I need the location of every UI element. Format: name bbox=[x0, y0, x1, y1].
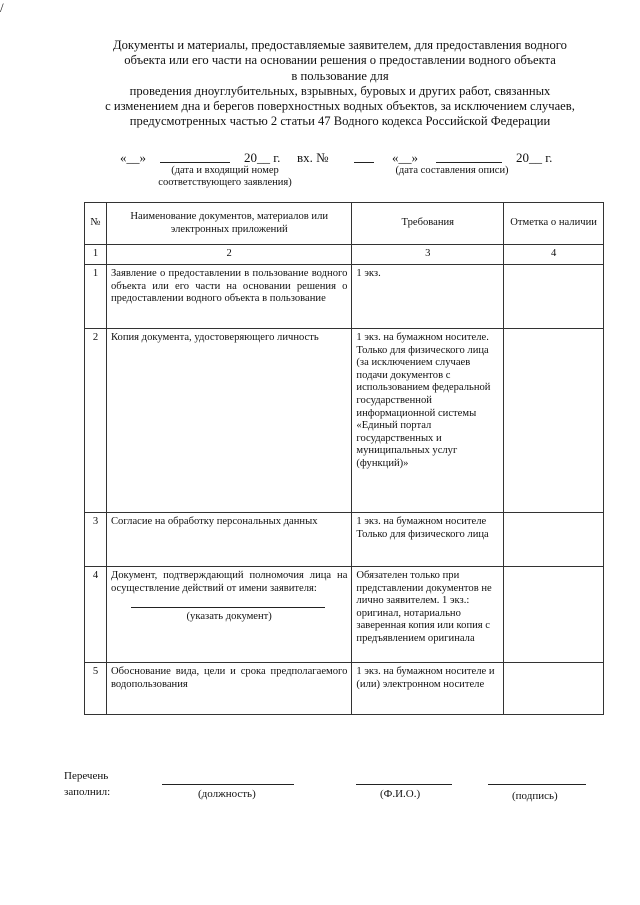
colnum: 3 bbox=[352, 245, 504, 265]
filled-by-label-2: заполнил: bbox=[64, 786, 111, 798]
corner-mark: / bbox=[0, 0, 4, 15]
table-row bbox=[85, 265, 604, 329]
title-line: объекта или его части на основании решения о предоставлении водного объекта bbox=[124, 53, 556, 68]
row-req: 1 экз. на бумажном носителе Только для физического лица bbox=[352, 513, 504, 567]
position-caption: (должность) bbox=[198, 788, 256, 800]
row-num: 2 bbox=[85, 329, 107, 513]
year-1: 20__ г. bbox=[244, 150, 281, 165]
row-num: 1 bbox=[85, 265, 107, 329]
row-name: Согласие на обработку персональных данных bbox=[106, 513, 351, 567]
year-2: 20__ г. bbox=[516, 150, 553, 165]
row-req: 1 экз. bbox=[352, 265, 504, 329]
position-line[interactable] bbox=[162, 783, 294, 785]
row-name-sub: (указать документ) bbox=[186, 611, 272, 623]
row-req: Обязателен только при представлении документов не лично заявителем. 1 экз.: оригинал, нотариально заверенная копия или копия с предъявлением оригинала bbox=[352, 567, 504, 663]
row-name: Копия документа, удостоверяющего личность bbox=[106, 329, 351, 513]
caption-application-date: (дата и входящий номер соответствующего заявления) bbox=[158, 165, 292, 188]
signature-line[interactable] bbox=[488, 783, 586, 785]
row-mark[interactable] bbox=[504, 567, 604, 663]
documents-table bbox=[84, 202, 604, 715]
name-line[interactable] bbox=[356, 783, 452, 785]
row-req: 1 экз. на бумажном носителе и (или) электронном носителе bbox=[352, 663, 504, 715]
signature-caption: (подпись) bbox=[512, 790, 558, 802]
colnum: 1 bbox=[85, 245, 107, 265]
row-req: 1 экз. на бумажном носителе. Только для физического лица (за исключением случаев подачи документов с использованием федеральной государственной информационной системы «Единый портал государственных и муниципальных услуг (функций)» bbox=[352, 329, 504, 513]
blank-line-number[interactable] bbox=[354, 150, 374, 167]
name-caption: (Ф.И.О.) bbox=[380, 788, 421, 800]
colnum: 2 bbox=[106, 245, 351, 265]
row-num: 5 bbox=[85, 663, 107, 715]
title-line: с изменением дна и берегов поверхностных водных объектов, за исключением случаев, bbox=[105, 99, 575, 114]
table-colnum-row bbox=[85, 245, 604, 265]
row-num: 4 bbox=[85, 567, 107, 663]
header-availability: Отметка о наличии bbox=[504, 203, 604, 245]
row-name: Документ, подтверждающий полномочия лица на осуществление действий от имени заявителя: bbox=[110, 570, 348, 594]
filled-by-label: Перечень bbox=[64, 770, 109, 782]
row-mark[interactable] bbox=[504, 663, 604, 715]
title-line: проведения дноуглубительных, взрывных, буровых и других работ, связанных bbox=[129, 83, 551, 98]
row-mark[interactable] bbox=[504, 329, 604, 513]
title-line: Документы и материалы, предоставляемые заявителем, для предоставления водного bbox=[113, 38, 567, 52]
fill-in-line[interactable] bbox=[131, 603, 325, 608]
row-name: Заявление о предоставлении в пользование водного объекта или его части на основании решения о предоставлении водного объекта в пользование bbox=[106, 265, 351, 329]
caption-inventory-date: (дата составления описи) bbox=[395, 165, 509, 176]
row-name: Обоснование вида, цели и срока предполагаемого водопользования bbox=[106, 663, 351, 715]
row-mark[interactable] bbox=[504, 265, 604, 329]
table-row bbox=[85, 663, 604, 715]
quote-day-2: «__» bbox=[392, 150, 418, 165]
header-name: Наименование документов, материалов или электронных приложений bbox=[106, 203, 351, 245]
table-row bbox=[85, 513, 604, 567]
header-num: № bbox=[85, 203, 107, 245]
header-requirements: Требования bbox=[352, 203, 504, 245]
document-title bbox=[60, 38, 620, 130]
quote-day-1: «__» bbox=[120, 150, 146, 165]
title-line: в пользование для bbox=[291, 68, 389, 83]
title-line: предусмотренных частью 2 статьи 47 Водного кодекса Российской Федерации bbox=[129, 114, 551, 129]
table-row bbox=[85, 329, 604, 513]
table-header-row bbox=[85, 203, 604, 245]
colnum: 4 bbox=[504, 245, 604, 265]
table-row bbox=[85, 567, 604, 663]
row-name-cell bbox=[106, 567, 351, 663]
row-mark[interactable] bbox=[504, 513, 604, 567]
incoming-number-label: вх. № bbox=[297, 150, 329, 165]
row-num: 3 bbox=[85, 513, 107, 567]
